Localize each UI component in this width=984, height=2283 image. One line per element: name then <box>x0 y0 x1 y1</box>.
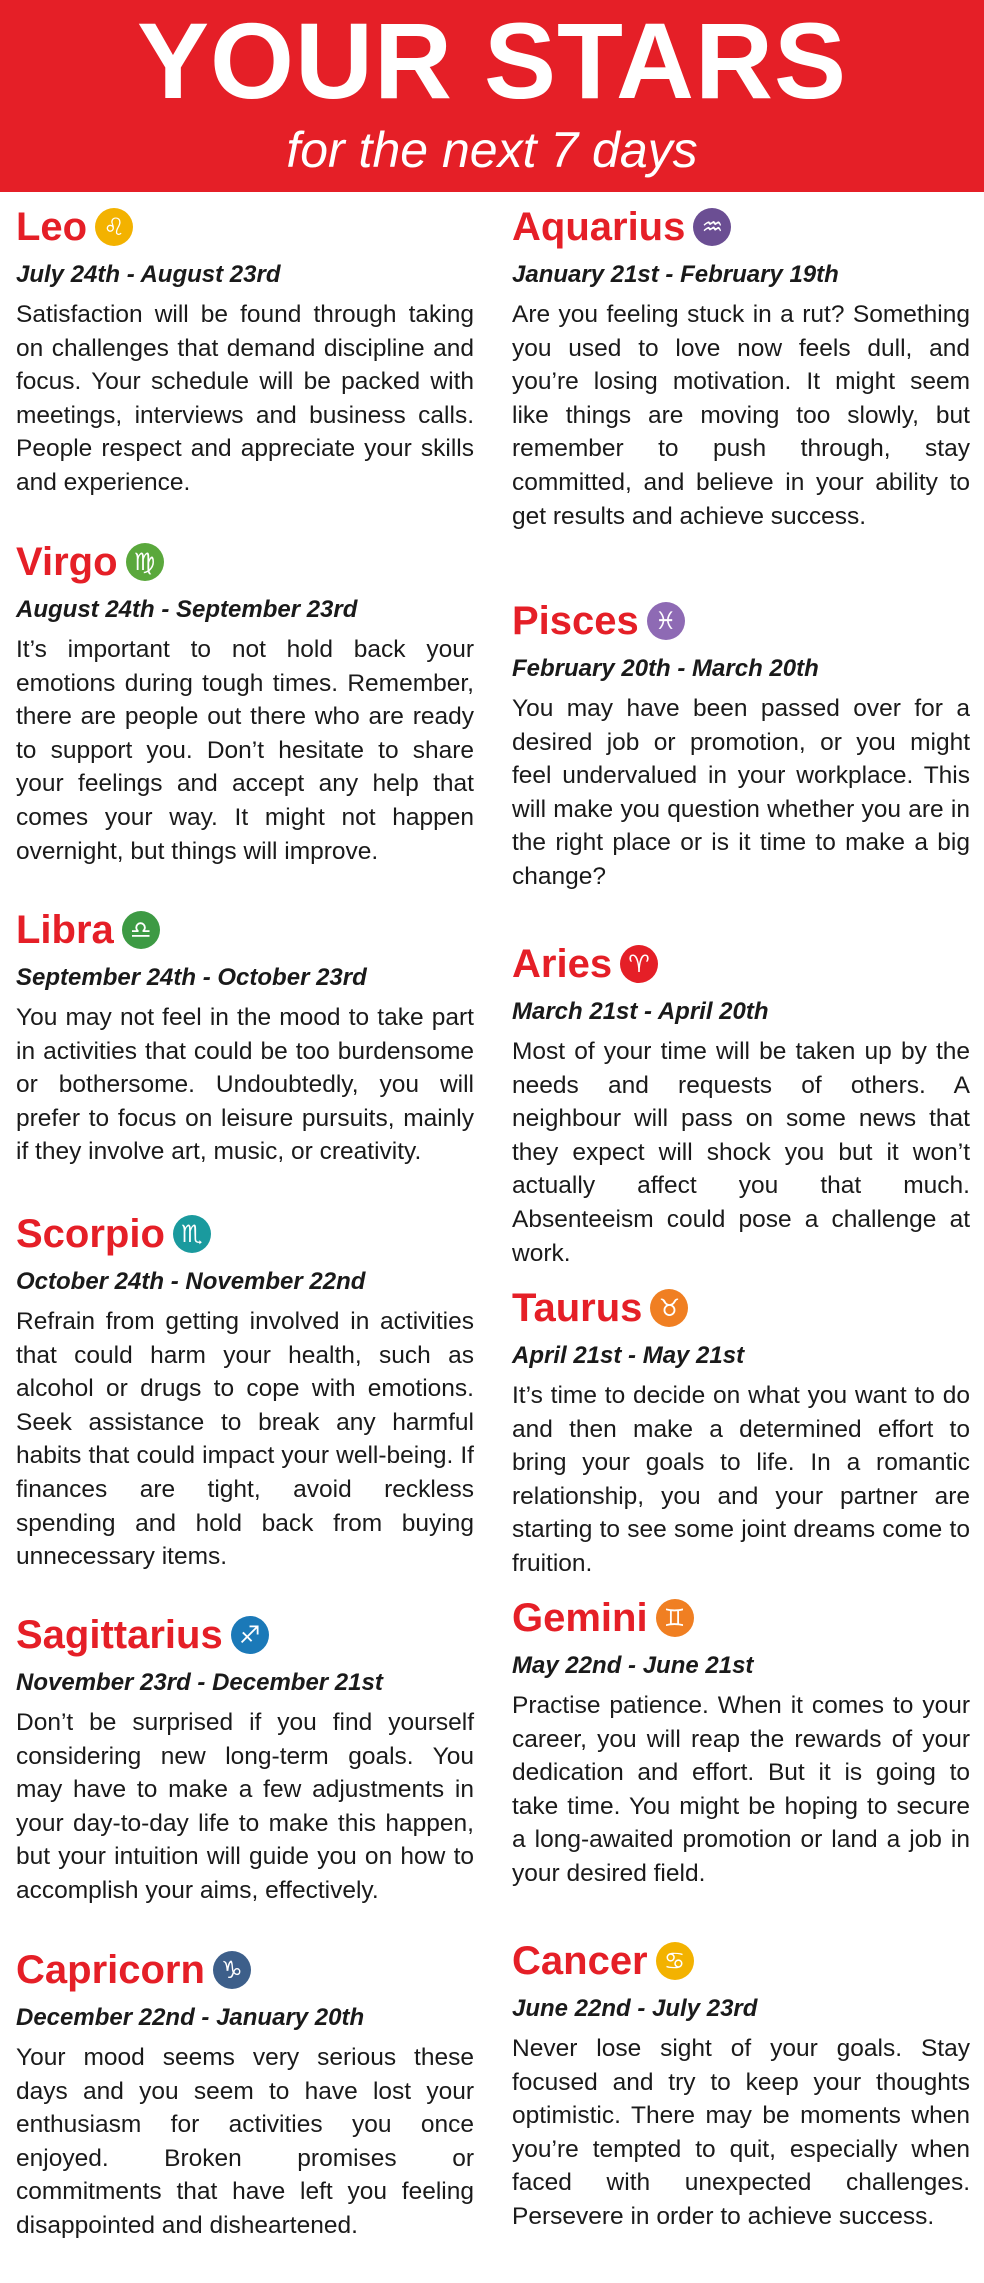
leo-icon: ♌ <box>95 208 133 246</box>
sign-description: It’s important to not hold back your emotions during tough times. Remember, there are people out there who are ready to support you. Don’t hesitate to share your feelings and accept any help that comes your way. It might not happen overnight, but things will improve. <box>16 636 474 865</box>
pisces-icon: ♓ <box>647 602 685 640</box>
sign-description: Refrain from getting involved in activities that could harm your health, such as alcohol or drugs to cope with emotions. Seek assistance to break any harmful habits that could impact your well-being. If finances are tight, avoid reckless spending and hold back from buying unnecessary items. <box>16 1308 474 1571</box>
capricorn-icon: ♑ <box>213 1951 251 1989</box>
sign-dates: July 24th - August 23rd <box>16 261 281 288</box>
page-title: YOUR STARS <box>136 0 848 121</box>
sign-name: Aquarius <box>512 205 686 249</box>
sign-name: Gemini <box>512 1596 648 1640</box>
sign-name: Libra <box>16 908 114 952</box>
sign-dates: August 24th - September 23rd <box>16 596 358 623</box>
sign-description: You may not feel in the mood to take part in activities that could be too burdensome or bothersome. Undoubtedly, you will prefer to focus on leisure pursuits, mainly if they involve art, music, or creativity. <box>16 1004 474 1166</box>
sagittarius-icon: ♐ <box>231 1616 269 1654</box>
sign-taurus <box>512 1281 970 1581</box>
sign-dates: November 23rd - December 21st <box>16 1669 383 1696</box>
cancer-icon: ♋ <box>656 1942 694 1980</box>
sign-sagittarius <box>16 1608 474 1908</box>
sign-description: Most of your time will be taken up by the needs and requests of others. A neighbour will pass on some news that they expect will shock you but it won’t actually affect you that much. Absenteeism could pose a challenge at work. <box>512 1038 970 1267</box>
sign-dates: June 22nd - July 23rd <box>512 1995 758 2022</box>
sign-dates: January 21st - February 19th <box>512 261 839 288</box>
sign-description: Never lose sight of your goals. Stay focused and try to keep your thoughts optimistic. There may be moments when you’re tempted to quit, especially when faced with unexpected challenges. Persevere in order to achieve success. <box>512 2035 970 2230</box>
sign-dates: October 24th - November 22nd <box>16 1268 366 1295</box>
sign-dates: February 20th - March 20th <box>512 655 819 682</box>
sign-name: Sagittarius <box>16 1613 223 1657</box>
sign-description: You may have been passed over for a desired job or promotion, or you might feel undervalued in your workplace. This will make you question whether you are in the right place or is it time to make a big change? <box>512 695 970 890</box>
sign-name: Pisces <box>512 599 639 643</box>
taurus-icon: ♉ <box>650 1289 688 1327</box>
sign-cancer <box>512 1934 970 2234</box>
header-banner <box>0 0 984 192</box>
sign-aries <box>512 937 970 1270</box>
sign-name: Capricorn <box>16 1948 205 1992</box>
sign-description: It’s time to decide on what you want to do and then make a determined effort to bring your goals to life. In a romantic relationship, you and your partner are starting to see some joint dreams come to fruition. <box>512 1382 970 1577</box>
sign-name: Virgo <box>16 540 118 584</box>
sign-dates: May 22nd - June 21st <box>512 1652 754 1679</box>
aquarius-icon: ♒ <box>693 208 731 246</box>
gemini-icon: ♊ <box>656 1599 694 1637</box>
sign-virgo <box>16 535 474 868</box>
libra-icon: ♎ <box>122 911 160 949</box>
page-subtitle: for the next 7 days <box>286 122 698 178</box>
sign-description: Practise patience. When it comes to your career, you will reap the rewards of your dedication and effort. But it is going to take time. You might be hoping to secure a long-awaited promotion or land a job in your desired field. <box>512 1692 970 1887</box>
sign-gemini <box>512 1591 970 1891</box>
sign-dates: April 21st - May 21st <box>512 1342 745 1369</box>
sign-dates: September 24th - October 23rd <box>16 964 367 991</box>
sign-aquarius <box>512 200 970 533</box>
virgo-icon: ♍ <box>126 543 164 581</box>
sign-name: Cancer <box>512 1939 648 1983</box>
sign-capricorn <box>16 1943 474 2243</box>
sign-dates: December 22nd - January 20th <box>16 2004 365 2031</box>
sign-dates: March 21st - April 20th <box>512 998 769 1025</box>
sign-description: Satisfaction will be found through taking on challenges that demand discipline and focus. Your schedule will be packed with meetings, interviews and business calls. People respect and appreciate your skills and experience. <box>16 301 474 496</box>
sign-name: Aries <box>512 942 613 986</box>
sign-description: Are you feeling stuck in a rut? Something you used to love now feels dull, and you’re losing motivation. It might seem like things are moving too slowly, but remember to push through, stay committed, and believe in your ability to get results and achieve success. <box>512 301 970 530</box>
scorpio-icon: ♏ <box>173 1215 211 1253</box>
sign-name: Taurus <box>512 1286 643 1330</box>
sign-scorpio <box>16 1207 474 1574</box>
aries-icon: ♈ <box>620 945 658 983</box>
sign-description: Your mood seems very serious these days and you seem to have lost your enthusiasm for activities you once enjoyed. Broken promises or commitments that have left you feeling disappointed and disheartened. <box>16 2044 474 2239</box>
sign-name: Leo <box>16 205 88 249</box>
sign-libra <box>16 903 474 1169</box>
sign-pisces <box>512 594 970 894</box>
sign-name: Scorpio <box>16 1212 165 1256</box>
sign-leo <box>16 200 474 500</box>
sign-description: Don’t be surprised if you find yourself considering new long-term goals. You may have to make a few adjustments in your day-to-day life to make this happen, but your intuition will guide you on how to accomplish your aims, effectively. <box>16 1709 474 1904</box>
